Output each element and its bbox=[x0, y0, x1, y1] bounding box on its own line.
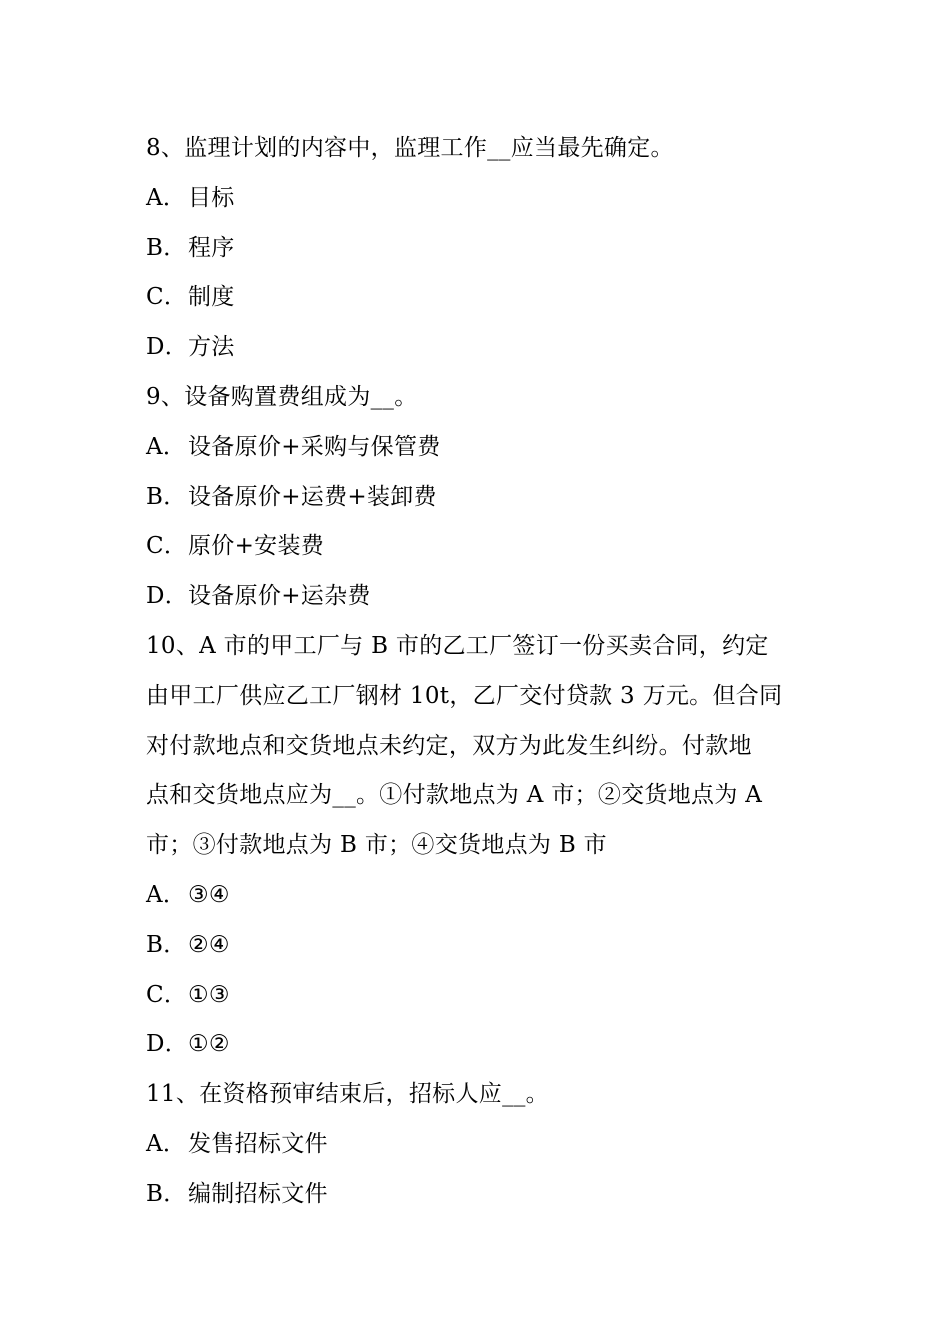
question-9-option-d bbox=[146, 572, 810, 622]
option-text: ①② bbox=[188, 1031, 230, 1058]
option-letter: D． bbox=[146, 334, 189, 361]
question-9-option-b bbox=[146, 473, 810, 523]
option-text: 目标 bbox=[188, 184, 235, 211]
option-text: 方法 bbox=[188, 334, 235, 361]
question-10-option-c bbox=[146, 971, 810, 1021]
option-letter: A． bbox=[146, 433, 187, 460]
question-8-option-b bbox=[146, 224, 810, 274]
option-text: 编制招标文件 bbox=[188, 1180, 328, 1207]
option-text: ③④ bbox=[188, 881, 230, 908]
question-10-option-a bbox=[146, 871, 810, 921]
option-letter: D． bbox=[146, 1031, 189, 1058]
option-letter: C． bbox=[146, 981, 188, 1008]
question-9-option-c bbox=[146, 522, 810, 572]
option-text: 制度 bbox=[188, 284, 235, 311]
question-10-option-b bbox=[146, 921, 810, 971]
question-10-stem-line: 对付款地点和交货地点未约定，双方为此发生纠纷。付款地 bbox=[146, 732, 752, 759]
question-9-stem: 9、设备购置费组成为__。 bbox=[146, 383, 418, 410]
question-8-option-c bbox=[146, 273, 810, 323]
question-8-stem: 8、监理计划的内容中，监理工作__应当最先确定。 bbox=[146, 135, 674, 161]
option-letter: C． bbox=[146, 284, 188, 311]
question-10-stem-line: 市；③付款地点为 B 市；④交货地点为 B 市 bbox=[146, 832, 607, 859]
question-8-option-d bbox=[146, 323, 810, 373]
question-9-option-a bbox=[146, 423, 810, 473]
option-text: ①③ bbox=[188, 981, 230, 1008]
option-text: 程序 bbox=[188, 234, 235, 261]
question-10-stem-line: 10、A 市的甲工厂与 B 市的乙工厂签订一份买卖合同，约定 bbox=[146, 632, 769, 659]
question-10-option-d bbox=[146, 1020, 810, 1070]
question-10-stem-line: 点和交货地点应为__。①付款地点为 A 市；②交货地点为 A bbox=[146, 782, 763, 809]
option-letter: B． bbox=[146, 234, 187, 261]
document-body bbox=[146, 124, 810, 1220]
option-letter: B． bbox=[146, 483, 187, 510]
question-10-stem bbox=[146, 622, 810, 871]
option-text: 原价+安装费 bbox=[188, 533, 325, 560]
option-text: 设备原价+运杂费 bbox=[188, 583, 371, 610]
option-letter: C． bbox=[146, 533, 188, 560]
option-letter: A． bbox=[146, 1130, 187, 1157]
question-11-stem: 11、在资格预审结束后，招标人应__。 bbox=[146, 1081, 549, 1108]
option-text: 设备原价+采购与保管费 bbox=[188, 433, 441, 460]
question-11-option-b bbox=[146, 1170, 810, 1220]
option-letter: A． bbox=[146, 184, 187, 211]
option-letter: B． bbox=[146, 931, 187, 958]
question-8-option-a bbox=[146, 174, 810, 224]
option-text: 设备原价+运费+装卸费 bbox=[188, 483, 437, 510]
option-text: ②④ bbox=[188, 931, 230, 958]
question-11-option-a bbox=[146, 1120, 810, 1170]
question-10-stem-line: 由甲工厂供应乙工厂钢材 10t，乙厂交付贷款 3 万元。但合同 bbox=[146, 682, 783, 709]
option-letter: B． bbox=[146, 1180, 187, 1207]
option-letter: A． bbox=[146, 881, 187, 908]
option-text: 发售招标文件 bbox=[188, 1130, 328, 1157]
option-letter: D． bbox=[146, 583, 189, 610]
